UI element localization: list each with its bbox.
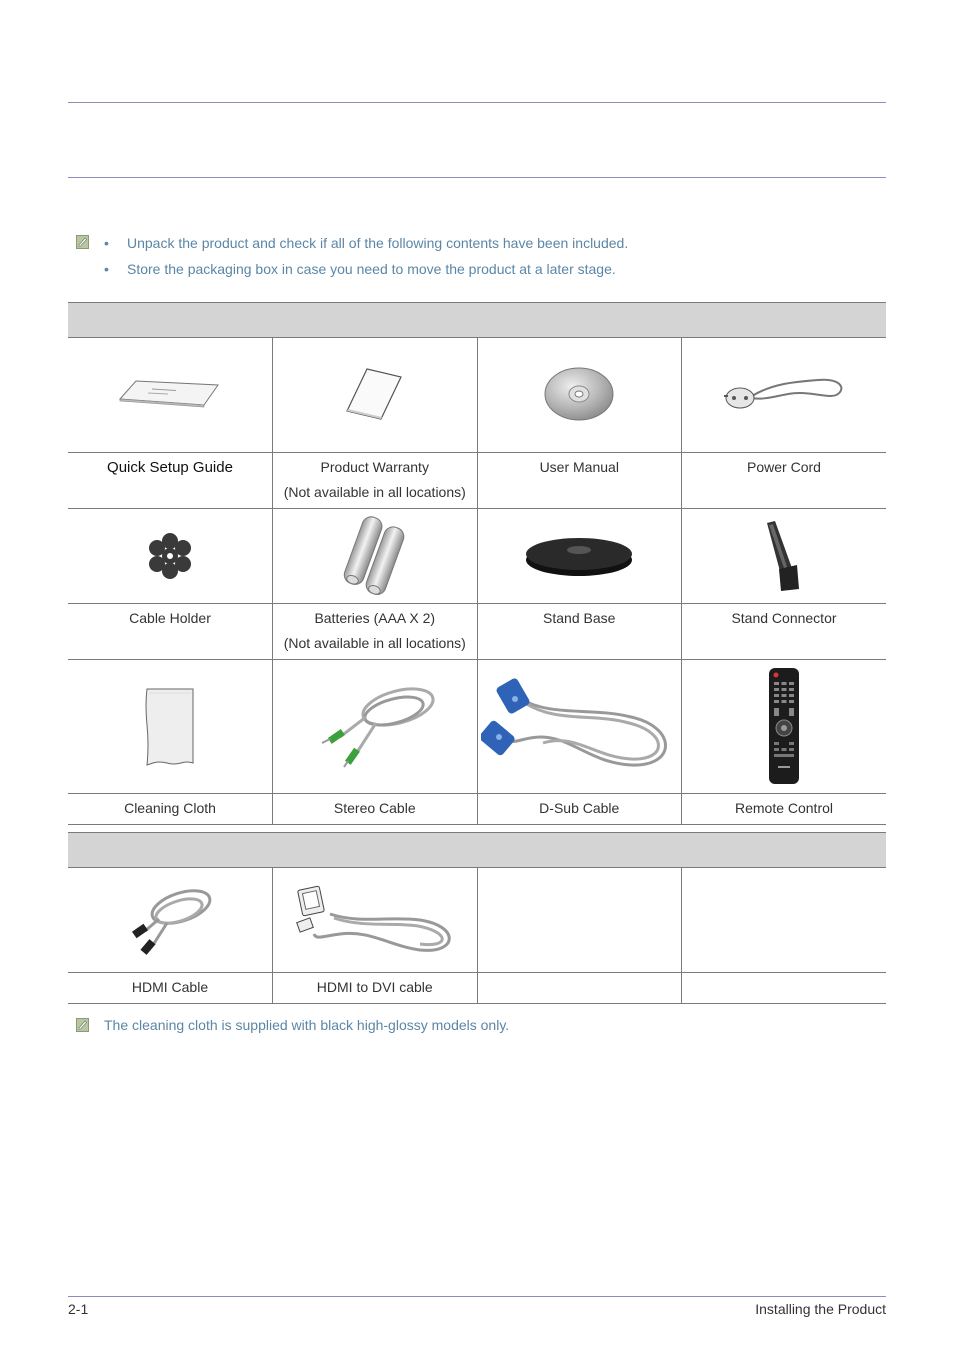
quick-setup-guide-icon: [118, 379, 222, 409]
section-header-band: [68, 832, 886, 868]
note-text: Unpack the product and check if all of the following contents have been included.: [127, 235, 629, 251]
item-image-cell: [273, 659, 478, 793]
item-label: HDMI Cable: [131, 978, 209, 995]
item-image-cell: [477, 867, 682, 972]
item-image-cell: [273, 867, 478, 972]
item-label: Stereo Cable: [333, 799, 416, 816]
item-image-cell: [682, 508, 887, 603]
item-label-cell: [68, 603, 273, 659]
image-row: [68, 659, 886, 793]
item-label-cell: [273, 793, 478, 824]
image-row: [68, 867, 886, 972]
item-label: User Manual: [539, 458, 619, 475]
label-row: [68, 972, 886, 1003]
optional-components-table: [68, 867, 886, 1004]
page-number: 2-1: [68, 1301, 89, 1317]
hdmi-cable-icon: [125, 881, 215, 957]
item-image-cell: [477, 508, 682, 603]
header-rule-top: [68, 102, 886, 103]
cd-disc-icon: [543, 366, 615, 422]
item-label-cell: [68, 793, 273, 824]
item-image-cell: [68, 508, 273, 603]
item-label-cell: [477, 603, 682, 659]
item-label: Quick Setup Guide: [107, 458, 233, 476]
d-sub-cable-icon: [481, 677, 677, 775]
item-label-cell: [273, 603, 478, 659]
components-table: [68, 337, 886, 825]
item-label: D-Sub Cable: [539, 799, 620, 816]
label-row: [68, 793, 886, 824]
footnote-text: The cleaning cloth is supplied with black high-glossy models only.: [104, 1017, 510, 1033]
item-label: Stand Connector: [731, 609, 837, 626]
item-label: Cable Holder: [129, 609, 211, 626]
footer-rule: [68, 1296, 886, 1297]
bullet: •: [104, 261, 109, 277]
note-icon: [76, 235, 89, 249]
item-label-cell: [68, 452, 273, 508]
item-image-cell: [682, 659, 887, 793]
cable-holder-icon: [145, 531, 195, 581]
bullet: •: [104, 235, 109, 251]
item-label: Power Cord: [747, 458, 821, 475]
note-text: Store the packaging box in case you need to move the product at a later stage.: [127, 261, 616, 277]
label-row: [68, 452, 886, 508]
item-label-cell: [273, 452, 478, 508]
item-label: Remote Control: [734, 799, 834, 816]
item-label-cell: [682, 793, 887, 824]
image-row: [68, 337, 886, 452]
item-image-cell: [68, 659, 273, 793]
item-label: Product Warranty: [320, 458, 429, 475]
header-rule-bottom: [68, 177, 886, 178]
remote-control-icon: [767, 666, 801, 786]
hdmi-to-dvi-cable-icon: [290, 884, 460, 954]
section-title: Installing the Product: [755, 1301, 886, 1317]
notes: [76, 233, 886, 285]
item-image-cell: [682, 867, 887, 972]
label-row: [68, 603, 886, 659]
item-label-cell: [477, 452, 682, 508]
note-icon: [76, 1018, 89, 1032]
warranty-booklet-icon: [345, 367, 405, 421]
item-label-cell: [477, 793, 682, 824]
item-image-cell: [68, 867, 273, 972]
item-label: Batteries (AAA X 2): [314, 609, 436, 626]
item-label-cell: [273, 972, 478, 1003]
section-header-band: [68, 302, 886, 338]
item-label: HDMI to DVI cable: [316, 978, 433, 995]
power-cord-icon: [722, 374, 846, 414]
item-label-cell: [682, 603, 887, 659]
stand-connector-icon: [759, 519, 809, 593]
item-label-cell: [682, 452, 887, 508]
item-image-cell: [477, 659, 682, 793]
item-image-cell: [682, 337, 887, 452]
item-label: Stand Base: [543, 609, 616, 626]
item-image-cell: [273, 508, 478, 603]
image-row: [68, 508, 886, 603]
item-sublabel: (Not available in all locations): [283, 483, 466, 500]
item-label-cell: [477, 972, 682, 1003]
cleaning-cloth-icon: [143, 685, 197, 767]
item-image-cell: [477, 337, 682, 452]
item-label-cell: [682, 972, 887, 1003]
item-image-cell: [273, 337, 478, 452]
batteries-icon: [338, 516, 412, 596]
note-item: [76, 233, 886, 259]
note-item: [76, 259, 886, 285]
stereo-cable-icon: [310, 681, 440, 771]
item-sublabel: (Not available in all locations): [283, 634, 466, 651]
stand-base-icon: [524, 534, 634, 578]
item-label: Cleaning Cloth: [124, 799, 216, 816]
item-label-cell: [68, 972, 273, 1003]
item-image-cell: [68, 337, 273, 452]
